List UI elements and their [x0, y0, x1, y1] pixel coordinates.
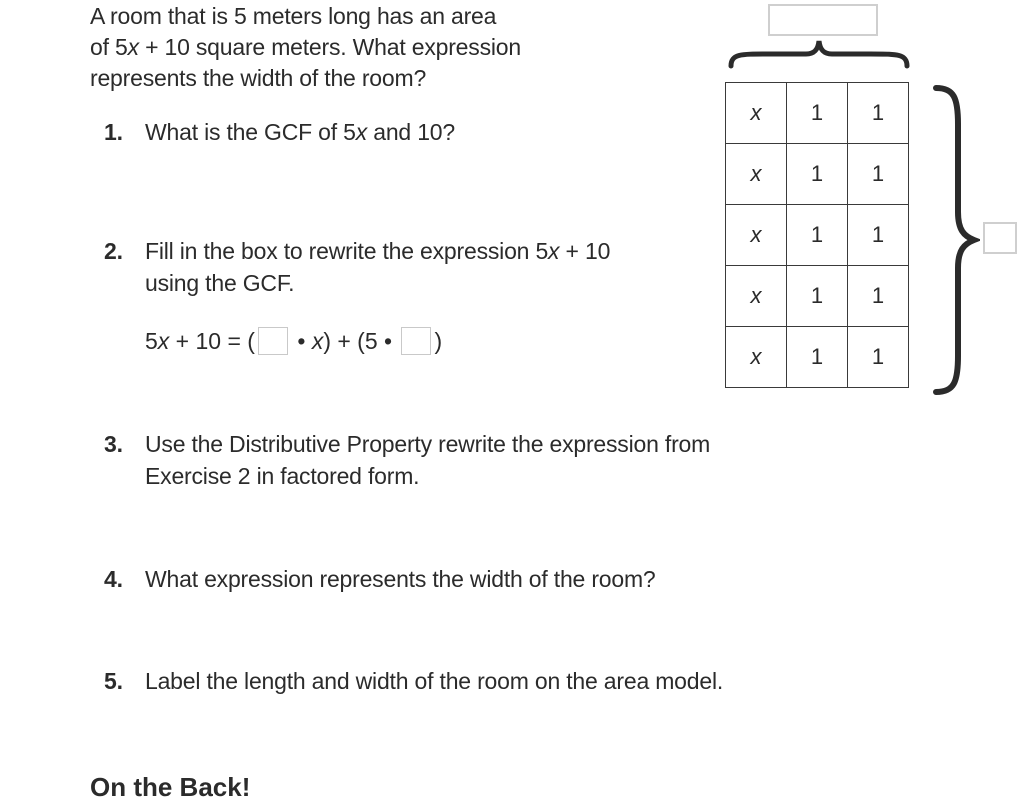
question-line-2: Exercise 2 in factored form. [145, 463, 420, 489]
area-tile-1: 1 [848, 327, 909, 388]
area-tile-x: x [726, 83, 787, 144]
area-model-grid [725, 82, 909, 388]
answer-box-2[interactable] [401, 327, 431, 355]
intro-text: of 5 [90, 34, 128, 60]
question-variable: x [355, 119, 368, 145]
question-line-1 [145, 238, 610, 264]
question-1 [104, 116, 455, 148]
width-label-box[interactable] [983, 222, 1017, 254]
right-brace-icon [930, 84, 980, 396]
area-model-row [726, 266, 909, 327]
intro-line-2 [90, 32, 610, 63]
equation-variable: x [157, 328, 170, 354]
area-tile-1: 1 [787, 144, 848, 205]
equation-part: 5 [145, 328, 158, 354]
length-label-box[interactable] [768, 4, 878, 36]
area-model-row [726, 327, 909, 388]
equation-part: + 10 = ( [169, 328, 255, 354]
gcf-equation [145, 325, 442, 357]
area-tile-1: 1 [848, 144, 909, 205]
intro-line-3: represents the width of the room? [90, 65, 427, 91]
question-text: What expression represents the width of the room? [145, 566, 656, 592]
top-brace-icon [728, 38, 910, 70]
answer-box-1[interactable] [258, 327, 288, 355]
question-text-part: What is the GCF of 5 [145, 119, 356, 145]
question-text-part: + 10 [559, 238, 611, 264]
question-5 [104, 665, 804, 697]
question-number: 1. [104, 119, 123, 145]
area-model-row [726, 144, 909, 205]
question-text [145, 428, 804, 492]
area-model-row [726, 83, 909, 144]
equation-part: ) [434, 328, 443, 354]
next-section-heading: On the Back! [90, 772, 251, 802]
equation-part: • [290, 328, 312, 354]
area-model-row [726, 205, 909, 266]
area-tile-1: 1 [848, 83, 909, 144]
equation-part: ) + (5 • [323, 328, 399, 354]
area-tile-x: x [726, 205, 787, 266]
question-line-2: using the GCF. [145, 270, 295, 296]
question-number: 3. [104, 431, 123, 457]
question-3 [104, 428, 804, 492]
question-text: Label the length and width of the room on the area model. [145, 668, 724, 694]
problem-statement [90, 1, 610, 94]
intro-line-1: A room that is 5 meters long has an area [90, 3, 497, 29]
equation-variable: x [311, 328, 324, 354]
area-tile-x: x [726, 144, 787, 205]
question-line-1: Use the Distributive Property rewrite the expression from [145, 431, 711, 457]
area-tile-1: 1 [787, 327, 848, 388]
question-text [145, 235, 704, 299]
question-number: 5. [104, 668, 123, 694]
question-2 [104, 235, 704, 299]
area-tile-x: x [726, 327, 787, 388]
area-tile-1: 1 [787, 266, 848, 327]
intro-variable: x [127, 34, 139, 60]
question-number: 2. [104, 238, 123, 264]
question-text-part: Fill in the box to rewrite the expression 5 [145, 238, 549, 264]
question-text-part: and 10? [367, 119, 455, 145]
area-tile-x: x [726, 266, 787, 327]
area-tile-1: 1 [787, 205, 848, 266]
area-tile-1: 1 [848, 205, 909, 266]
question-number: 4. [104, 566, 123, 592]
question-text [145, 116, 455, 148]
question-4 [104, 563, 804, 595]
area-tile-1: 1 [787, 83, 848, 144]
area-tile-1: 1 [848, 266, 909, 327]
question-variable: x [548, 238, 560, 264]
intro-text: + 10 square meters. What expression [138, 34, 521, 60]
